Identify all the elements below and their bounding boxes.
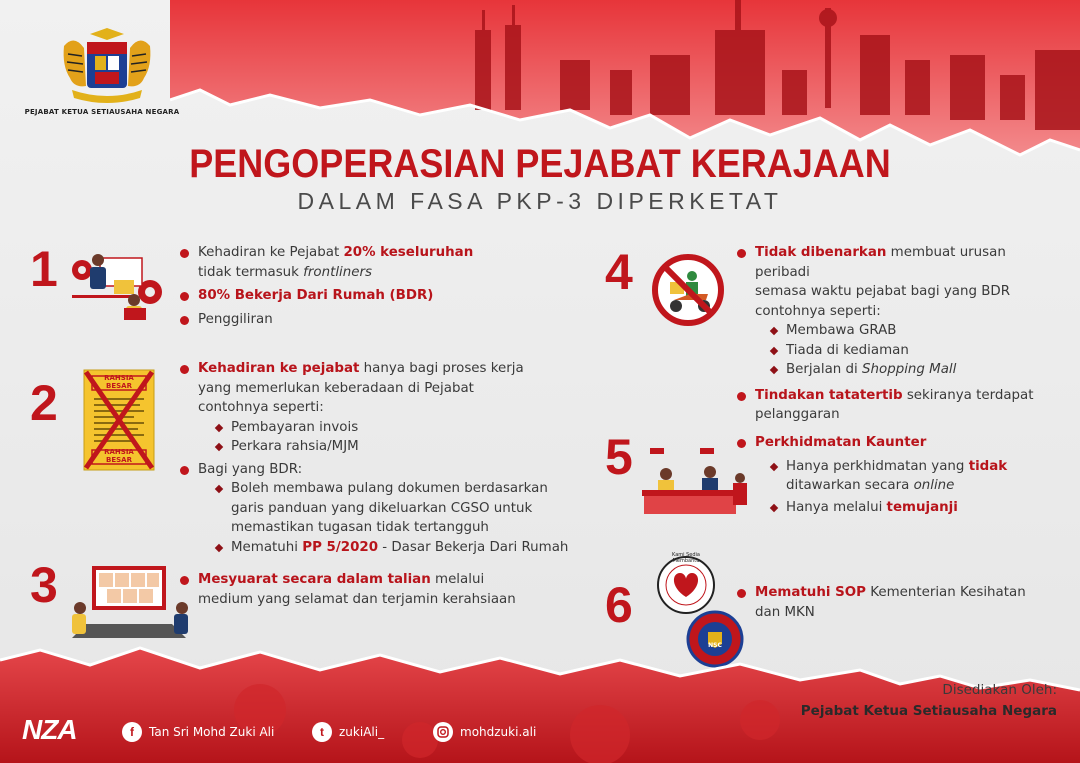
section-5-content	[737, 433, 1057, 517]
section-2-bullet-2	[180, 460, 580, 480]
section-4-bullet-1	[737, 243, 1057, 321]
highlight-text: PP 5/2020	[302, 539, 379, 555]
section-number-4: 4	[605, 244, 633, 300]
section-number-3: 3	[30, 557, 58, 613]
instagram-icon	[433, 722, 453, 742]
text: Hanya perkhidmatan yang	[786, 458, 969, 474]
text: Bagi yang BDR:	[198, 461, 303, 477]
kkm-badge-text: Kami Sedia Membantu	[672, 552, 700, 564]
doc-label-bottom: RAHSIA BESAR	[104, 448, 134, 464]
highlight-text: 20% keseluruhan	[343, 245, 474, 260]
highlight-text: Tindakan tatatertib	[755, 387, 903, 403]
section-5-sub-2	[769, 498, 1057, 518]
section-1-content	[180, 243, 480, 329]
text: memastikan tugasan tidak tertangguh	[231, 520, 489, 535]
prepared-org: Pejabat Ketua Setiausaha Negara	[800, 703, 1057, 719]
facebook-handle: Tan Sri Mohd Zuki Ali	[149, 725, 275, 739]
text: contohnya seperti:	[198, 400, 324, 415]
highlight-text: 80% Bekerja Dari Rumah (BDR)	[198, 288, 434, 303]
section-4-bullet-2	[737, 386, 1057, 425]
section-3-bullet-1	[180, 570, 580, 609]
highlight-text: Mematuhi SOP	[755, 585, 866, 600]
malaysia-coat-of-arms-logo	[52, 26, 162, 106]
section-number-2: 2	[30, 375, 58, 431]
highlight-text: Perkhidmatan Kaunter	[755, 435, 927, 450]
highlight-text: temujanji	[886, 499, 958, 515]
text: tidak termasuk	[198, 264, 304, 280]
section-number-5: 5	[605, 429, 633, 485]
text: semasa waktu pejabat bagi yang BDR	[755, 284, 1011, 299]
section-number-1: 1	[30, 241, 58, 297]
text: medium yang selamat dan terjamin kerahsiaan	[198, 591, 516, 607]
section-2-content	[180, 359, 580, 557]
prepared-label: Disediakan Oleh:	[942, 682, 1057, 698]
page-title: PENGOPERASIAN PEJABAT KERAJAAN	[189, 140, 891, 186]
text: Penggiliran	[198, 311, 273, 327]
highlight-text: Mesyuarat secara dalam talian	[198, 572, 431, 587]
facebook-icon: f	[122, 722, 142, 742]
text: Boleh membawa pulang dokumen berdasarkan	[231, 481, 548, 496]
prepared-by-block	[801, 680, 1057, 722]
text: dan MKN	[755, 604, 815, 620]
section-2-sub-2: Perkara rahsia/MJM	[214, 437, 580, 457]
italic-text: Shopping Mall	[862, 362, 957, 377]
twitter-link[interactable]	[312, 722, 384, 742]
section-5-bullet-1	[737, 433, 1057, 453]
italic-text: frontliners	[303, 264, 372, 280]
section-4-sub-3	[769, 360, 1057, 380]
twitter-handle: zukiAli_	[339, 725, 385, 739]
section-2-sub-4	[214, 538, 580, 558]
section-1-bullet-2	[180, 286, 480, 306]
highlight-text: tidak	[968, 458, 1008, 474]
nsc-badge-text: NSC	[708, 642, 722, 649]
section-2-sub-1: Pembayaran invois	[214, 418, 580, 438]
highlight-text: Kehadiran ke pejabat	[198, 361, 360, 376]
video-meeting-illustration	[66, 564, 192, 642]
text: sekiranya terdapat	[902, 387, 1034, 403]
instagram-handle: mohdzuki.ali	[460, 725, 537, 739]
city-skyline-banner	[170, 0, 1080, 160]
section-4-sub-1: Membawa GRAB	[769, 321, 1057, 341]
section-3-content	[180, 570, 580, 609]
text: membuat urusan peribadi	[755, 245, 1006, 280]
instagram-link[interactable]	[433, 722, 536, 742]
text: contohnya seperti:	[755, 303, 881, 319]
org-caption: PEJABAT KETUA SETIAUSAHA NEGARA	[24, 108, 180, 116]
doc-label-top: RAHSIA BESAR	[104, 374, 134, 390]
text: pelanggaran	[755, 407, 840, 422]
section-2-bullet-1	[180, 359, 580, 418]
facebook-link[interactable]	[122, 722, 274, 742]
italic-text: online	[913, 478, 955, 493]
highlight-text: Tidak dibenarkan	[755, 245, 887, 260]
kkm-badge-icon	[656, 555, 716, 615]
section-1-bullet-3	[180, 310, 480, 330]
text: garis panduan yang dikeluarkan CGSO untuk	[231, 500, 533, 516]
section-4-sub-2: Tiada di kediaman	[769, 341, 1057, 361]
no-delivery-rider-icon	[650, 252, 726, 328]
text: Berjalan di	[786, 362, 863, 377]
section-1-bullet-1	[180, 243, 480, 282]
text: Kehadiran ke Pejabat	[198, 245, 344, 260]
text: Hanya melalui	[786, 499, 887, 515]
twitter-icon: t	[312, 722, 332, 742]
text: melalui	[430, 572, 485, 587]
text: - Dasar Bekerja Dari Rumah	[378, 539, 569, 555]
section-2-sub-3	[214, 479, 580, 538]
page-subtitle: DALAM FASA PKP-3 DIPERKETAT	[297, 188, 783, 214]
section-5-sub-1	[769, 457, 1057, 496]
text: ditawarkan secara	[786, 478, 914, 493]
office-workers-illustration	[62, 240, 172, 330]
text: yang memerlukan keberadaan di Pejabat	[198, 380, 474, 396]
section-6-bullet-1	[737, 583, 1057, 622]
service-counter-illustration	[640, 440, 752, 518]
text: hanya bagi proses kerja	[359, 361, 524, 376]
nza-brand-logo: NZA	[22, 714, 77, 745]
text: Kementerian Kesihatan	[865, 585, 1026, 600]
section-number-6: 6	[605, 577, 633, 633]
text: Mematuhi	[231, 539, 303, 555]
section-4-content	[737, 243, 1057, 425]
section-6-content	[737, 583, 1057, 622]
